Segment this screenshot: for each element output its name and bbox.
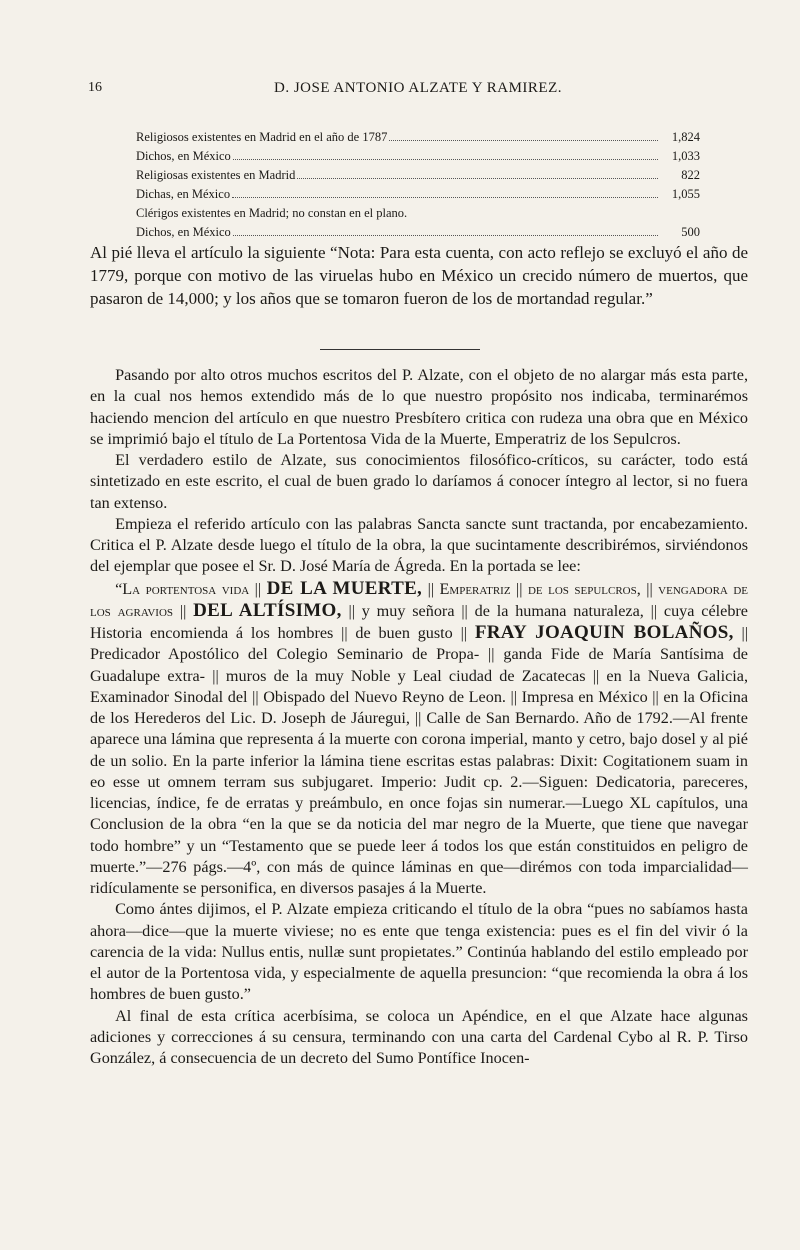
table-row-value: 500 [681,225,700,239]
dot-leader [233,159,658,160]
dot-leader [297,178,658,179]
article-body [90,365,748,1069]
table-row-label: Dichos, en México [136,225,231,239]
dot-leader [389,140,658,141]
table-row [136,147,700,166]
statistics-table [136,128,700,242]
title-text-g: || Predicador Apostólico del Colegio Seminario de Propa- || ganda Fide de María Santísima de Guadalupe extra- || muros de la muy Noble y Leal ciudad de Zacatecas || en la Nueva Galicia, Examinador Sinodal del || Obispado del Nuevo Reyno de Leon. || Impresa en México || en la Oficina de los Herederos del Lic. D. Joseph de Jáuregui, || Calle de San Bernardo. Año de 1792.—Al frente aparece una lámina que representa á la muerte con corona imperial, manto y cetro, bajo dosel y al pié de un solio. En la parte inferior la lámina tiene escritas estas palabras: Dixit: Cogitationem suam in eo esse ut omnem terram sus subjugaret. Imperio: Judit cp. 2.—Siguen: Dedicatoria, pareceres, licencias, índice, fe de erratas y preámbulo, en once fojas sin numerar.—Luego XL capítulos, una Conclusion de la obra “en la que se da noticia del mar negro de la Muerte, que tiene que navegar todo hombre” y un “Testamento que se puede leer á todos los que están constituidos en peligro de muerte.”—276 págs.—4º, con más de quince láminas en que—dirémos con toda imparcialidad—ridículamente se personifica, en diversos pasajes á la Muerte. [90,624,749,897]
title-text-c: || Emperatriz || de los sepulcros, || vengadora de los agravios || [90,579,748,620]
table-row-label: Dichas, en México [136,187,231,201]
table-row-label: Clérigos existentes en Madrid; no constan en el plano. [136,206,408,220]
table-row-value: 1,055 [671,187,700,201]
paragraph-6: Al final de esta crítica acerbísima, se coloca un Apéndice, en el que Alzate hace algunas adiciones y correcciones á su censura, terminando con una carta del Cardenal Cybo al R. P. Tirso González, á consecuencia de un decreto del Sumo Pontífice Inocen- [90,1006,748,1067]
table-row-label: Dichos, en México [136,149,231,163]
table-row [136,128,700,147]
table-row-value: 822 [681,168,700,182]
title-text-a: “La portentosa vida || [115,579,267,598]
page-header [88,80,748,106]
table-row [136,223,700,242]
page-number: 16 [88,80,102,95]
note-paragraph: Al pié lleva el artículo la siguiente “Nota: Para esta cuenta, con acto reflejo se excluyó el año de 1779, porque con motivo de las viruelas hubo en México un crecido número de muertos, que pasaron de 14,000; y los años que se tomaron fueron de los de mortandad regular.” [90,243,748,308]
title-text-e: || y muy señora || de la humana naturaleza, || cuya célebre Historia encomienda á los hombres || de buen gusto || [90,601,748,642]
author-name: FRAY JOAQUIN BOLAÑOS, [474,622,734,643]
dot-leader [232,197,658,198]
running-head: D. JOSE ANTONIO ALZATE Y RAMIREZ. [273,80,563,96]
title-text-b: DE LA MUERTE, [266,577,423,599]
table-row [136,166,700,185]
paragraph-3: Empieza el referido artículo con las palabras Sancta sancte sunt tractanda, por encabezamiento. Critica el P. Alzate desde luego el título de la obra, la que sucintamente describirémos, sirviéndonos del ejemplar que posee el Sr. D. José María de Ágreda. En la portada se lee: [90,514,748,576]
table-row-value: 1,824 [671,130,700,144]
table-row-value: 1,033 [671,149,700,163]
table-row [136,204,700,223]
table-row [136,185,700,204]
title-text-d: DEL ALTÍSIMO, [193,599,342,621]
paragraph-1: Pasando por alto otros muchos escritos del P. Alzate, con el objeto de no alargar más esta parte, en la cual nos hemos extendido más de lo que nuestro propósito nos indicaba, terminarémos haciendo mencion del artículo en que nuestro Presbítero critica con rudeza una obra que en México se imprimió bajo el título de La Portentosa Vida de la Muerte, Emperatriz de los Sepulcros. [90,366,748,448]
dot-leader [233,235,658,236]
paragraph-5: Como ántes dijimos, el P. Alzate empieza criticando el título de la obra “pues no sabíamos hasta ahora—dice—que la muerte viviese; no es ente que tenga existencia: pues es el fin del vivir ó la carencia de la vida: Nullus entis, nullæ sunt propietates.” Continúa hablando del estilo empleado por el autor de la Portentosa vida, y especialmente de aquella presuncion: “que recomienda la obra á los hombres de buen gusto.” [90,900,748,1004]
table-row-label: Religiosas existentes en Madrid [136,168,296,182]
section-divider [320,349,480,350]
paragraph-2: El verdadero estilo de Alzate, sus conocimientos filosófico-críticos, su carácter, todo está sintetizado en este escrito, el cual de buen grado lo daríamos á conocer íntegro al lector, si no fuera tan extenso. [90,451,748,512]
paragraph-4-title-page [90,578,748,900]
table-row-label: Religiosos existentes en Madrid en el año de 1787 [136,130,388,144]
